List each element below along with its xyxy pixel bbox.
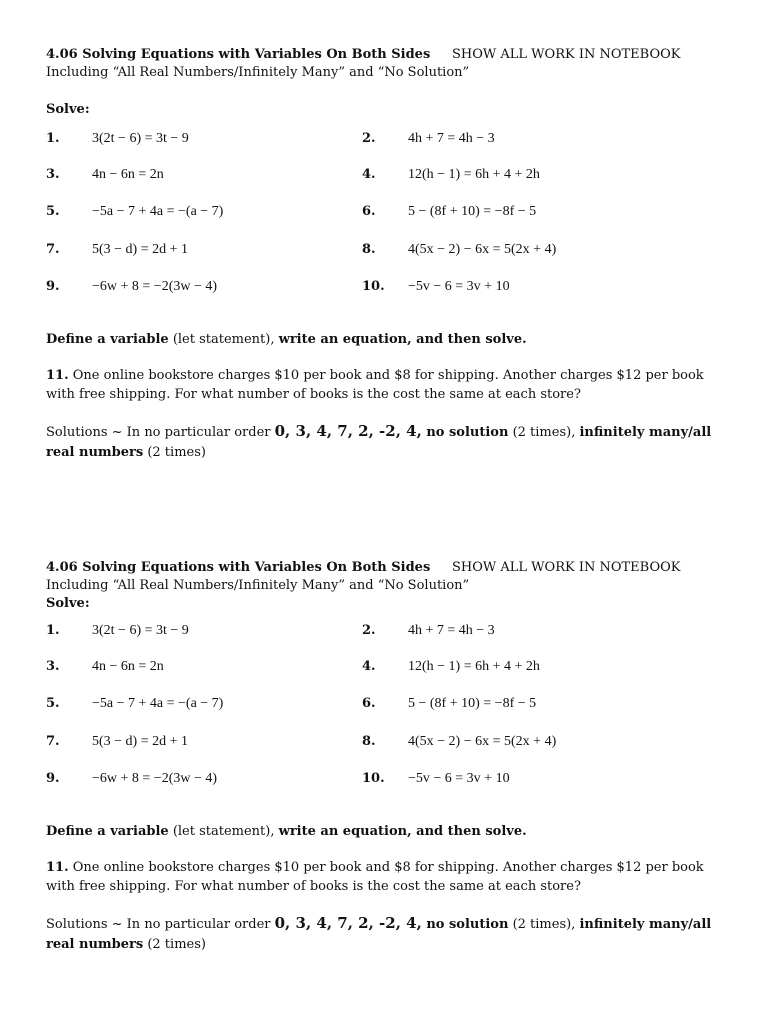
problem-number: 2. (362, 623, 376, 638)
problem-equation: 4h + 7 = 4h − 3 (408, 131, 495, 146)
solutions-lead: Solutions ~ In no particular order (46, 425, 275, 440)
solutions-infinitely-times: (2 times) (143, 937, 206, 952)
solve-label: Solve: (46, 102, 90, 117)
problem-number: 5. (46, 204, 60, 219)
worksheet-subtitle: Including “All Real Numbers/Infinitely Many” and “No Solution” (46, 578, 470, 593)
worksheet-top (46, 46, 726, 463)
problem-number: 3. (46, 659, 60, 674)
header-row (46, 46, 726, 64)
solutions-infinitely: infinitely many/all real numbers (46, 425, 712, 460)
problem-equation: 4h + 7 = 4h − 3 (408, 623, 495, 638)
solutions-numbers: 0, 3, 4, 7, 2, -2, 4, (274, 914, 422, 932)
word-problem-text: One online bookstore charges $10 per book and $8 for shipping. Another charges $12 per book with free shipping. For what number of books is the cost the same at each store? (46, 860, 704, 894)
problem-equation: 5(3 − d) = 2d + 1 (92, 242, 189, 257)
problem-equation: 3(2t − 6) = 3t − 9 (92, 623, 189, 638)
worksheet-subtitle: Including “All Real Numbers/Infinitely Many” and “No Solution” (46, 65, 470, 80)
problem-equation: −5a − 7 + 4a = −(a − 7) (92, 696, 224, 711)
problem-list (46, 129, 726, 314)
problem-number: 1. (46, 623, 60, 638)
define-part-3: write an equation, and then solve. (278, 824, 527, 839)
solutions-line (46, 421, 726, 463)
problem-equation: 4n − 6n = 2n (92, 167, 164, 182)
problem-equation: 4(5x − 2) − 6x = 5(2x + 4) (408, 734, 557, 749)
problem-equation: −5a − 7 + 4a = −(a − 7) (92, 204, 224, 219)
solutions-no-solution: no solution (421, 425, 509, 440)
problem-number: 8. (362, 242, 376, 257)
worksheet-bottom (46, 559, 726, 955)
problem-list (46, 621, 726, 806)
worksheet-title: 4.06 Solving Equations with Variables On Both Sides (46, 560, 431, 575)
problem-number: 9. (46, 279, 60, 294)
show-work-note: SHOW ALL WORK IN NOTEBOOK (452, 47, 681, 62)
solutions-no-solution-times: (2 times), (508, 917, 580, 932)
word-problem-number: 11. (46, 368, 69, 383)
problem-number: 1. (46, 131, 60, 146)
header-row (46, 559, 726, 577)
solutions-numbers: 0, 3, 4, 7, 2, -2, 4, (274, 422, 422, 440)
problem-number: 10. (362, 771, 385, 786)
word-problem (46, 366, 726, 404)
solutions-no-solution: no solution (421, 917, 509, 932)
problem-number: 8. (362, 734, 376, 749)
problem-equation: −5v − 6 = 3v + 10 (408, 279, 510, 294)
solutions-line (46, 913, 726, 955)
problem-equation: −6w + 8 = −2(3w − 4) (92, 771, 218, 786)
problem-number: 6. (362, 696, 376, 711)
define-part-1: Define a variable (46, 332, 169, 347)
solutions-infinitely-times: (2 times) (143, 445, 206, 460)
problem-number: 4. (362, 167, 376, 182)
define-part-2: (let statement), (168, 332, 279, 347)
problem-number: 9. (46, 771, 60, 786)
define-part-2: (let statement), (168, 824, 279, 839)
solve-label: Solve: (46, 596, 90, 611)
problem-equation: 4(5x − 2) − 6x = 5(2x + 4) (408, 242, 557, 257)
problem-number: 3. (46, 167, 60, 182)
problem-number: 7. (46, 242, 60, 257)
worksheet-title: 4.06 Solving Equations with Variables On Both Sides (46, 47, 431, 62)
problem-equation: 5 − (8f + 10) = −8f − 5 (408, 696, 537, 711)
solutions-infinitely: infinitely many/all real numbers (46, 917, 712, 952)
problem-number: 2. (362, 131, 376, 146)
problem-equation: 5 − (8f + 10) = −8f − 5 (408, 204, 537, 219)
problem-equation: 4n − 6n = 2n (92, 659, 164, 674)
solutions-no-solution-times: (2 times), (508, 425, 580, 440)
problem-number: 4. (362, 659, 376, 674)
define-instructions (46, 331, 726, 349)
word-problem (46, 858, 726, 896)
word-problem-number: 11. (46, 860, 69, 875)
word-problem-text: One online bookstore charges $10 per book and $8 for shipping. Another charges $12 per book with free shipping. For what number of books is the cost the same at each store? (46, 368, 704, 402)
problem-equation: −6w + 8 = −2(3w − 4) (92, 279, 218, 294)
problem-equation: 12(h − 1) = 6h + 4 + 2h (408, 659, 540, 674)
problem-number: 5. (46, 696, 60, 711)
problem-equation: −5v − 6 = 3v + 10 (408, 771, 510, 786)
show-work-note: SHOW ALL WORK IN NOTEBOOK (452, 560, 681, 575)
solutions-lead: Solutions ~ In no particular order (46, 917, 275, 932)
problem-equation: 12(h − 1) = 6h + 4 + 2h (408, 167, 540, 182)
problem-equation: 5(3 − d) = 2d + 1 (92, 734, 189, 749)
problem-number: 10. (362, 279, 385, 294)
problem-equation: 3(2t − 6) = 3t − 9 (92, 131, 189, 146)
problem-number: 7. (46, 734, 60, 749)
problem-number: 6. (362, 204, 376, 219)
define-part-1: Define a variable (46, 824, 169, 839)
define-instructions (46, 823, 726, 841)
define-part-3: write an equation, and then solve. (278, 332, 527, 347)
